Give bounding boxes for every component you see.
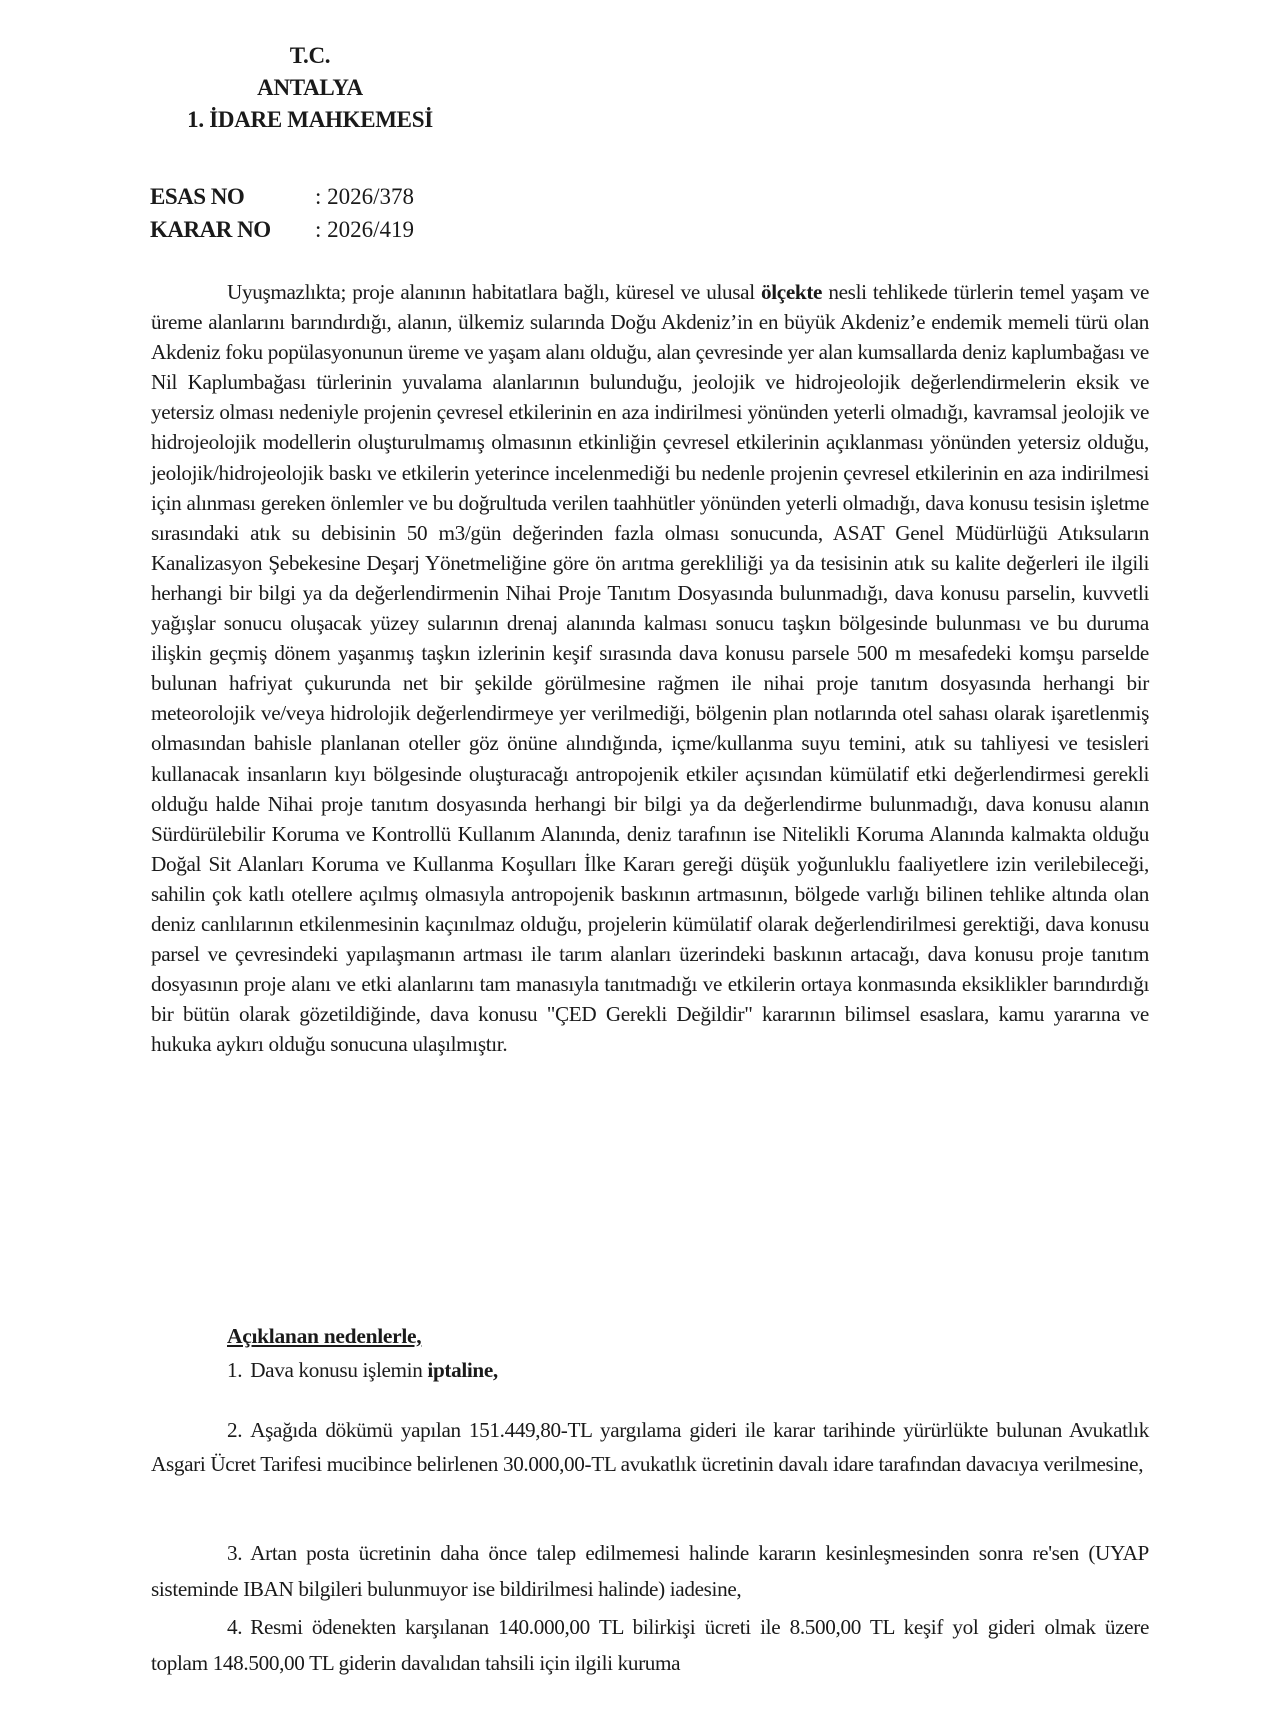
- ruling-item-1: [151, 1355, 1149, 1386]
- esas-no-value: : 2026/378: [315, 184, 415, 209]
- reasoning-bold-text: ölçekte: [761, 280, 823, 304]
- ruling-item-number: 4.: [227, 1615, 243, 1639]
- ruling-item-3: [151, 1535, 1149, 1607]
- ruling-item-2: [151, 1413, 1149, 1481]
- ruling-item-text: Resmi ödenekten karşılanan 140.000,00 TL bilirkişi ücreti ile 8.500,00 TL keşif yol gideri olmak üzere toplam 148.500,00 TL giderin davalıdan tahsili için ilgili kuruma: [151, 1615, 1149, 1675]
- esas-no-row: [150, 180, 414, 213]
- reasoning-text-1: Uyuşmazlıkta; proje alanının habitatlara bağlı, küresel ve ulusal: [227, 280, 762, 304]
- ruling-item-number: 3.: [227, 1541, 243, 1565]
- header-tc: T.C.: [289, 43, 331, 68]
- karar-no-row: [150, 213, 414, 246]
- esas-no-label: ESAS NO: [150, 184, 245, 209]
- reasoning-text-2: nesli tehlikede türlerin temel yaşam ve üreme alanlarını barındırdığı, alanın, ülkemiz sularında Doğu Akdeniz’in en büyük Akdeniz’e endemik memeli türü olan Akdeniz foku popülasyonunun üreme ve yaşam alanı olduğu, alan çevresinde yer alan kumsallarda deniz kaplumbağası ve Nil Kaplumbağası türlerinin yuvalama alanlarının bulunduğu, jeolojik ve hidrojeolojik değerlendirmelerin eksik ve yetersiz olması nedeniyle projenin çevresel etkilerinin en aza indirilmesi yönünden yeterli olmadığı, kavramsal jeolojik ve hidrojeolojik modellerin oluşturulmamış olmasının etkinliğin çevresel etkilerinin açıklanması yönünden yetersiz olduğu, jeolojik/hidrojeolojik baskı ve etkilerin yeterince incelenmediği bu nedenle projenin çevresel etkilerinin en aza indirilmesi için alınması gereken önlemler ve bu doğrultuda verilen taahhütler yönünden yeterli olmadığı, dava konusu tesisin işletme sırasındaki atık su debisinin 50 m3/gün değerinden fazla olması sonucunda, ASAT Genel Müdürlüğü Atıksuların Kanalizasyon Şebekesine Deşarj Yönetmeliğine göre ön arıtma gerekliliği ya da tesisinin atık su kalite değerleri ile ilgili herhangi bir bilgi ya da değerlendirmenin Nihai Proje Tanıtım Dosyasında bulunmadığı, dava konusu parselin, kuvvetli yağışlar sonucu oluşacak yüzey sularının drenaj alanında kalması sonucu taşkın bölgesinde bulunması ve bu duruma ilişkin geçmiş dönem yaşanmış taşkın izlerinin keşif sırasında dava konusu parsele 500 m mesafedeki komşu parselde bulunan hafriyat çukurunda net bir şekilde görülmesine rağmen ile nihai proje tanıtım dosyasında herhangi bir meteorolojik ve/veya hidrolojik değerlendirmeye yer verilmediği, bölgenin plan notlarında otel sahası olarak işaretlenmiş olmasından bahisle planlanan oteller göz önüne alındığında, içme/kullanma suyu temini, atık su tahliyesi ve tesisleri kullanacak insanların kıyı bölgesinde oluşturacağı antropojenik etkiler açısından kümülatif etki değerlendirmesi gerekli olduğu halde Nihai proje tanıtım dosyasında herhangi bir bilgi ya da değerlendirme bulunmadığı, dava konusu alanın Sürdürülebilir Koruma ve Kontrollü Kullanım Alanında, deniz tarafının ise Nitelikli Koruma Alanında kalmakta olduğu Doğal Sit Alanları Koruma ve Kullanma Koşulları İlke Kararı gereği düşük yoğunluklu faaliyetlere izin verilebileceği, sahilin çok katlı otellere açılmış olmasıyla antropojenik baskının artmasının, bölgede varlığı bilinen tehlike altında olan deniz canlılarının etkilenmesinin kaçınılmaz olduğu, projelerin kümülatif olarak değerlendirilmesi gerektiği, dava konusu parsel ve çevresindeki yapılaşmanın artması ile tarım alanları üzerindeki baskının artacağı, dava konusu proje tanıtım dosyasının proje alanı ve etki alanlarını tam manasıyla tanıtmadığı ve etkilerin ortaya konmasında eksiklikler barındırdığı bir bütün olarak gözetildiğinde, dava konusu "ÇED Gerekli Değildir" kararının bilimsel esaslara, kamu yararına ve hukuka aykırı olduğu sonucuna ulaşılmıştır.: [151, 280, 1150, 1057]
- ruling-item-bold: iptaline,: [427, 1358, 498, 1382]
- reasons-heading: Açıklanan nedenlerle,: [227, 1324, 422, 1348]
- karar-no-value: : 2026/419: [315, 217, 415, 242]
- reasoning-paragraph: [151, 277, 1149, 1059]
- case-numbers: [150, 180, 414, 246]
- ruling-item-text: Artan posta ücretinin daha önce talep edilmemesi halinde kararın kesinleşmesinden sonra re'sen (UYAP sisteminde IBAN bilgileri bulunmuyor ise bildirilmesi halinde) iadesine,: [151, 1541, 1149, 1601]
- ruling-item-number: 2.: [227, 1418, 243, 1442]
- decision-reasoning: [151, 277, 1149, 1059]
- ruling-item-text: Dava konusu işlemin: [250, 1358, 428, 1382]
- court-header: [150, 40, 470, 136]
- ruling-item-number: 1.: [227, 1358, 243, 1382]
- ruling-item-4: [151, 1609, 1149, 1681]
- header-court-name: 1. İDARE MAHKEMESİ: [187, 107, 433, 132]
- header-city: ANTALYA: [257, 75, 363, 100]
- karar-no-label: KARAR NO: [150, 217, 271, 242]
- ruling-item-text: Aşağıda dökümü yapılan 151.449,80-TL yargılama gideri ile karar tarihinde yürürlükte bulunan Avukatlık Asgari Ücret Tarifesi mucibince belirlenen 30.000,00-TL avukatlık ücretinin davalı idare tarafından davacıya verilmesine,: [151, 1418, 1149, 1476]
